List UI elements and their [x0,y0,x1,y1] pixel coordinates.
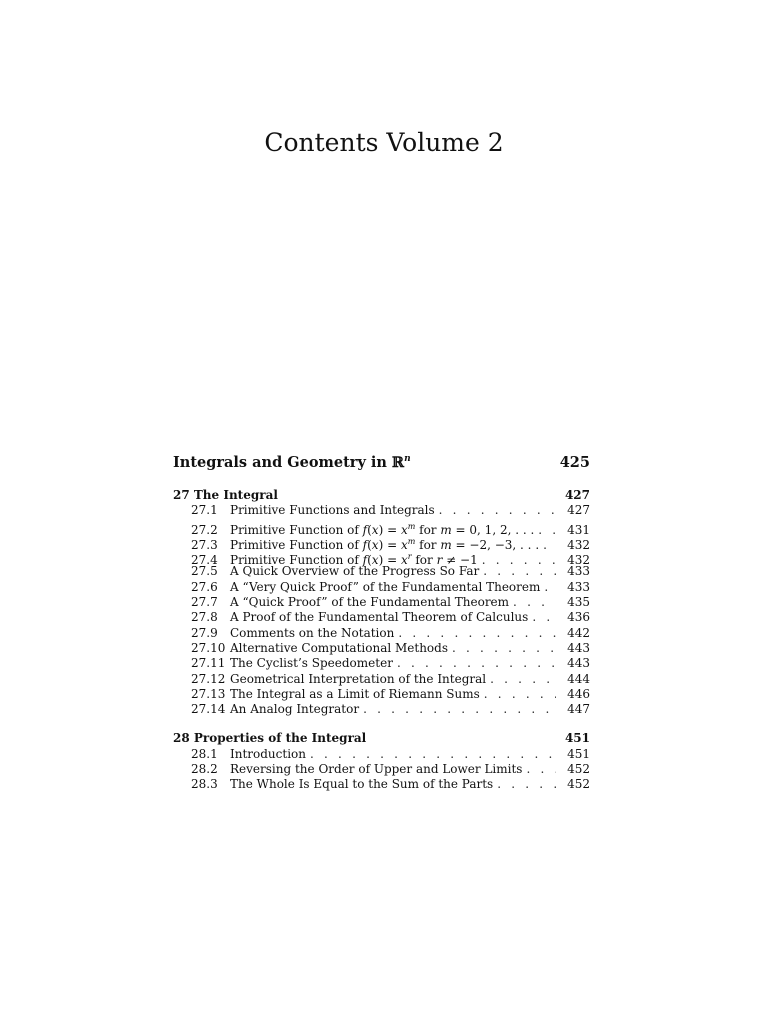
toc-entry [173,672,590,687]
section-title: A Proof of the Fundamental Theorem of Calculus [230,610,529,625]
dot-leader [394,626,556,641]
dot-leader [393,656,556,671]
section-number: 27.6 [191,579,218,594]
section-page: 443 [567,656,590,671]
page-title: Contents Volume 2 [264,128,504,157]
dot-leader [359,702,556,717]
section-number: 27.11 [191,656,226,671]
section-page: 427 [567,503,590,518]
toc-entry [173,641,590,656]
toc-entry [173,702,590,717]
toc-entry [173,595,590,610]
toc-entry [173,564,590,579]
part-heading [173,454,590,476]
section-title: A Quick Overview of the Progress So Far [230,564,480,579]
section-page: 447 [567,702,590,717]
toc-entry [173,687,590,702]
section-number: 27.8 [191,610,218,625]
part-page: 425 [559,454,590,471]
section-page: 442 [567,625,590,640]
section-page: 435 [567,595,590,610]
section-number: 27.2 [191,522,218,537]
section-title: Primitive Function of $f(x) = x^m$ for m = −2, −3, . . . [230,536,540,552]
section-page: 444 [567,671,590,686]
dot-leader [509,595,556,610]
dot-leader [540,580,556,595]
toc-entry [173,626,590,641]
toc-entry [173,580,590,595]
section-title: Reversing the Order of Upper and Lower Limits [230,762,523,777]
dot-leader [528,610,556,625]
dot-leader [479,564,556,579]
section-number: 27.14 [191,702,226,717]
section-page: 432 [567,537,590,552]
dot-leader [522,762,556,777]
toc-entry [173,610,590,625]
toc-entry [173,777,590,792]
section-number: 28.2 [191,762,218,777]
section-title: A “Quick Proof” of the Fundamental Theorem [230,595,510,610]
toc-entry [173,762,590,777]
chapter [173,731,590,792]
section-page: 443 [567,640,590,655]
section-page: 452 [567,762,590,777]
section-number: 27.3 [191,537,218,552]
section-title: An Analog Integrator [230,702,360,717]
section-title: Alternative Computational Methods [230,640,448,655]
dot-leader [435,503,556,518]
dot-leader [539,538,556,553]
chapter-page: 427 [564,488,590,502]
toc-entry [173,747,590,762]
section-number: 27.10 [191,640,226,655]
section-page: 436 [567,610,590,625]
chapter-list [173,488,590,793]
section-number: 27.1 [191,503,218,518]
section-title: The Cyclist’s Speedometer [230,656,393,671]
section-title: The Integral as a Limit of Riemann Sums [230,686,480,701]
dot-leader [448,641,556,656]
section-number: 27.12 [191,671,226,686]
section-page: 431 [567,522,590,537]
section-page: 433 [567,579,590,594]
section-title: A “Very Quick Proof” of the Fundamental Theorem [230,579,541,594]
section-number: 28.3 [191,777,218,792]
toc-entry [173,656,590,671]
section-page: 433 [567,564,590,579]
part-title: Integrals and Geometry in ℝ$^n$ [173,454,411,471]
chapter-heading [173,488,590,503]
dot-leader [486,672,556,687]
dot-leader [480,687,556,702]
section-title: Primitive Function of $f(x) = x^r$ for r ≠ −1 [230,552,478,568]
section-page: 452 [567,777,590,792]
chapter-title: 28 Properties of the Integral [173,731,367,746]
table-of-contents [173,454,590,807]
chapter-heading [173,731,590,746]
chapter [173,488,590,717]
dot-leader [493,777,556,792]
dot-leader [306,747,556,762]
section-number: 28.1 [191,746,218,761]
toc-entry [173,503,590,518]
section-page: 451 [567,746,590,761]
section-page: 432 [567,553,590,568]
section-number: 27.9 [191,625,218,640]
chapter-page: 451 [564,731,590,746]
toc-entry [173,534,590,552]
chapter-title: 27 The Integral [173,488,278,502]
section-number: 27.4 [191,553,218,568]
section-title: Comments on the Notation [230,625,395,640]
section-page: 446 [567,686,590,701]
section-number: 27.7 [191,595,218,610]
section-title: Introduction [230,746,306,761]
section-title: Geometrical Interpretation of the Integral [230,671,487,686]
section-number: 27.5 [191,564,218,579]
section-title: Primitive Function of $f(x) = x^m$ for m = 0, 1, 2, . . . [230,521,535,537]
section-number: 27.13 [191,686,226,701]
section-title: The Whole Is Equal to the Sum of the Parts [230,777,494,792]
section-title: Primitive Functions and Integrals [230,503,435,518]
toc-entry [173,519,590,537]
